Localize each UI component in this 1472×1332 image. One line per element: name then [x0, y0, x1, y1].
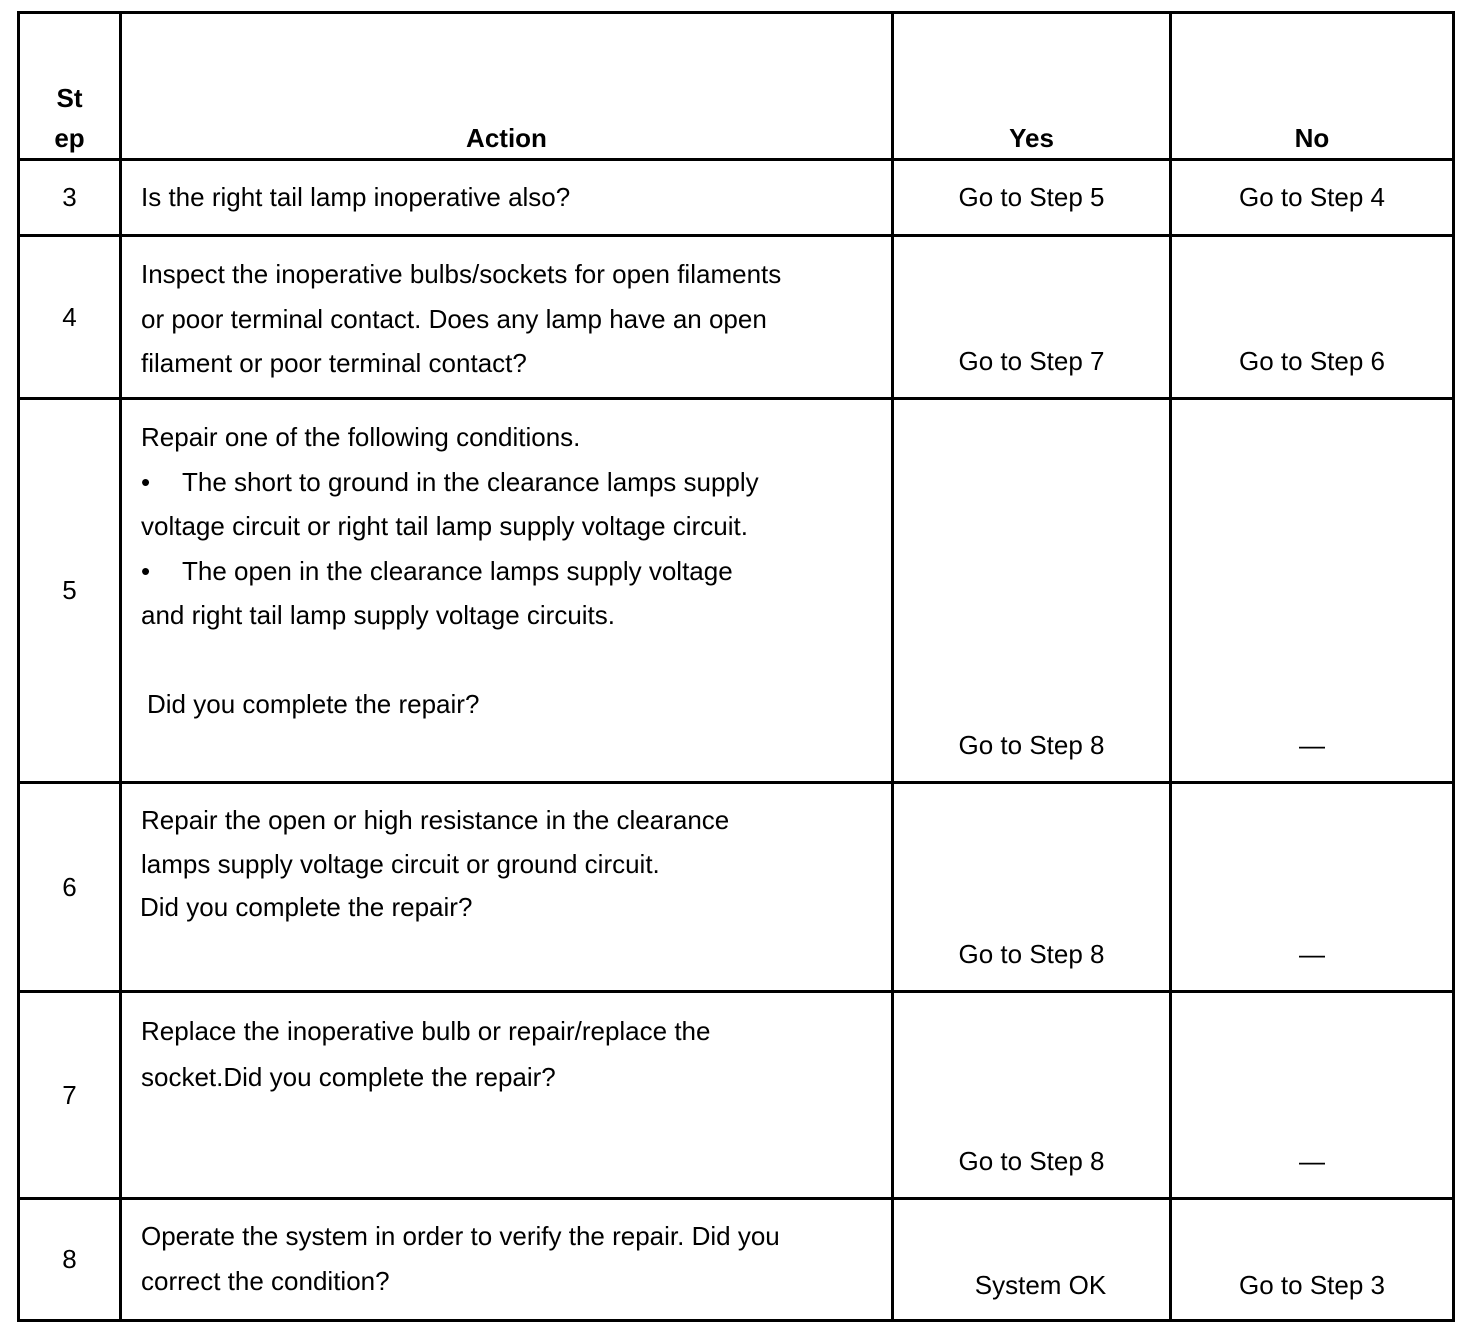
action-text: [121, 160, 893, 236]
no-result: [1171, 236, 1454, 399]
action-bullet-line: [141, 460, 881, 505]
spacer: [141, 638, 881, 682]
no-text: Go to Step 3: [1239, 1270, 1385, 1300]
header-yes: Yes: [893, 13, 1171, 160]
no-result: [1171, 1199, 1454, 1321]
action-line: voltage circuit or right tail lamp supply voltage circuit.: [141, 511, 748, 541]
action-line: Repair the open or high resistance in the clearance: [141, 805, 730, 835]
no-text: —: [1299, 939, 1325, 969]
yes-result: [893, 783, 1171, 992]
header-step: [19, 13, 121, 160]
header-step-line2: ep: [54, 123, 85, 153]
header-row: [19, 13, 1454, 160]
no-result: [1171, 783, 1454, 992]
step-number: 5: [19, 399, 121, 783]
header-step-line1: St: [56, 83, 83, 113]
no-result: [1171, 399, 1454, 783]
yes-result: [893, 992, 1171, 1199]
table-row: [19, 783, 1454, 992]
yes-text: Go to Step 8: [958, 939, 1105, 969]
yes-result: [893, 1199, 1171, 1321]
action-bullet-line: [141, 549, 881, 594]
yes-text: System OK: [974, 1270, 1107, 1300]
bullet-icon: •: [141, 466, 151, 497]
table-row: [19, 236, 1454, 399]
action-text: [121, 399, 893, 783]
action-text: [121, 1199, 893, 1321]
action-line: The short to ground in the clearance lamps supply: [182, 466, 759, 497]
action-line: The open in the clearance lamps supply voltage: [182, 555, 733, 586]
action-line: lamps supply voltage circuit or ground circuit.: [141, 848, 660, 879]
action-text: [121, 236, 893, 399]
action-line: or poor terminal contact. Does any lamp have an open: [141, 303, 767, 334]
step-number: 8: [19, 1199, 121, 1321]
action-line: Repair one of the following conditions.: [141, 422, 581, 452]
header-action: Action: [121, 13, 893, 160]
action-line: filament or poor terminal contact?: [141, 348, 527, 378]
step-number: 4: [19, 236, 121, 399]
action-line: Operate the system in order to verify the repair. Did you: [141, 1221, 780, 1251]
no-result: [1171, 160, 1454, 236]
yes-result: [893, 236, 1171, 399]
step-number: 6: [19, 783, 121, 992]
action-line: socket.Did you complete the repair?: [141, 1062, 556, 1092]
yes-text: Go to Step 8: [958, 730, 1105, 760]
diagnostic-table: [17, 11, 1455, 1322]
no-text: —: [1299, 1146, 1325, 1176]
table-row: [19, 1199, 1454, 1321]
action-line: Replace the inoperative bulb or repair/replace the: [141, 1016, 711, 1046]
bullet-icon: •: [141, 555, 151, 586]
no-text: —: [1299, 730, 1325, 760]
yes-text: Go to Step 7: [958, 346, 1105, 376]
no-text: Go to Step 6: [1239, 346, 1385, 376]
table-row: [19, 992, 1454, 1199]
action-line: Did you complete the repair?: [140, 892, 473, 922]
action-text: [121, 992, 893, 1199]
action-text: [121, 783, 893, 992]
action-line: Did you complete the repair?: [147, 688, 480, 719]
action-line: correct the condition?: [141, 1265, 390, 1296]
yes-result: [893, 399, 1171, 783]
no-result: [1171, 992, 1454, 1199]
action-line: Is the right tail lamp inoperative also?: [141, 182, 571, 213]
header-no: No: [1171, 13, 1454, 160]
yes-result: [893, 160, 1171, 236]
no-text: Go to Step 4: [1239, 182, 1385, 212]
action-line: and right tail lamp supply voltage circuits.: [141, 600, 616, 630]
yes-text: Go to Step 8: [958, 1146, 1105, 1176]
step-number: 3: [19, 160, 121, 236]
action-line: Inspect the inoperative bulbs/sockets for open filaments: [141, 259, 782, 289]
yes-text: Go to Step 5: [958, 182, 1105, 212]
step-number: 7: [19, 992, 121, 1199]
table-row: [19, 399, 1454, 783]
table-row: [19, 160, 1454, 236]
